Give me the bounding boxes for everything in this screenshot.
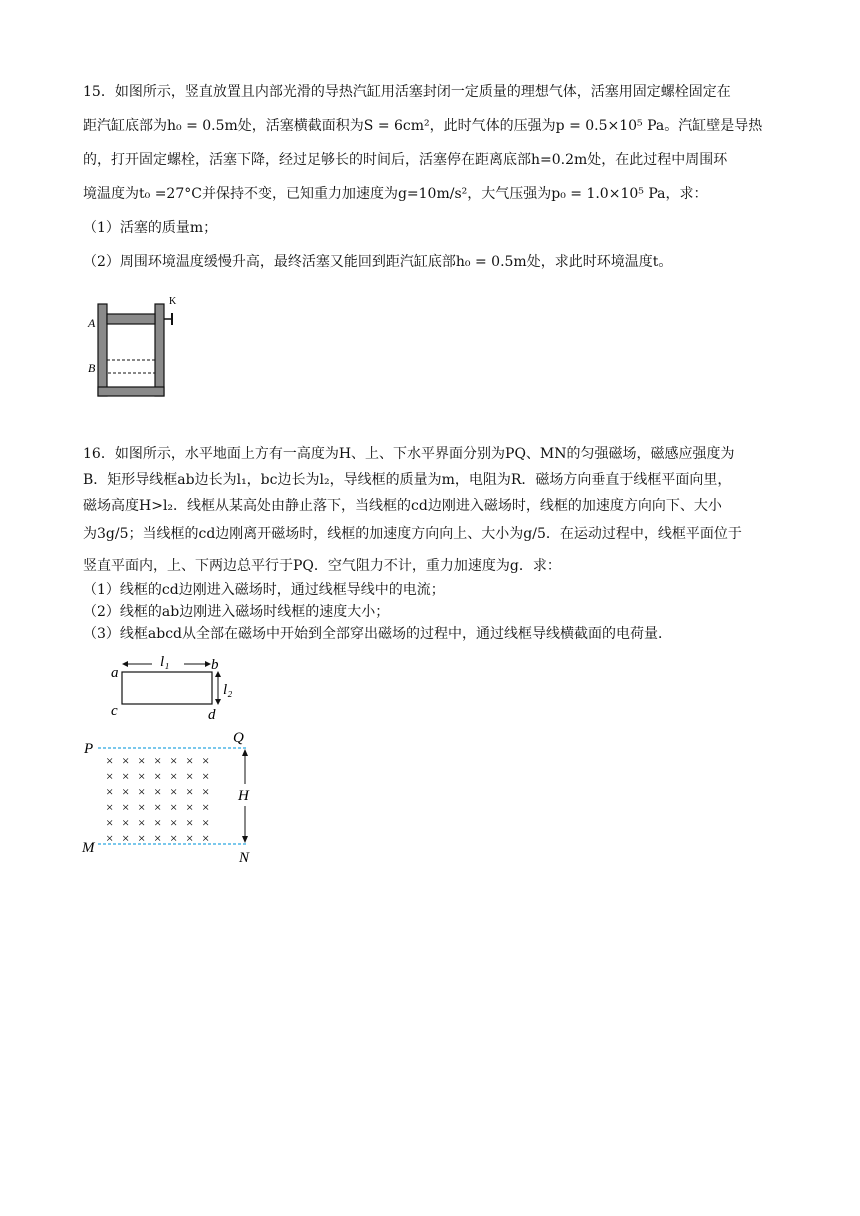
field-cross: × [138, 784, 146, 799]
q15-subquestion-2: （2）周围环境温度缓慢升高，最终活塞又能回到距汽缸底部h₀ = 0.5m处，求此时环境温度t。 [83, 254, 673, 270]
label-m: M [82, 840, 95, 856]
label-a: a [111, 665, 119, 681]
field-cross: × [138, 768, 146, 784]
field-cross: × [186, 830, 194, 846]
field-cross: × [154, 815, 162, 830]
q16-text-line-3: 磁场高度H>l₂．线框从某高处由静止落下，当线框的cd边刚进入磁场时，线框的加速度方向向下、大小 [83, 498, 722, 514]
magnetic-field-crosses [106, 753, 209, 846]
q15-text-line-1: 15．如图所示，竖直放置且内部光滑的导热汽缸用活塞封闭一定质量的理想气体，活塞用固定螺栓固定在 [83, 84, 731, 100]
field-cross: × [122, 830, 130, 846]
h-arrowhead-top [242, 749, 248, 756]
label-c: c [111, 703, 118, 719]
q16-text-line-4: 为3g/5；当线框的cd边刚离开磁场时，线框的加速度方向向上、大小为g/5．在运动过程中，线框平面位于 [83, 526, 742, 542]
q15-cylinder-figure [80, 288, 200, 412]
cylinder-left-wall [98, 304, 107, 396]
field-cross: × [186, 784, 194, 799]
q16-subquestion-3: （3）线框abcd从全部在磁场中开始到全部穿出磁场的过程中，通过线框导线横截面的电荷量． [83, 626, 673, 642]
field-cross: × [186, 815, 194, 830]
field-cross: × [138, 799, 146, 815]
field-cross: × [202, 784, 210, 799]
q15-subquestion-1: （1）活塞的质量m； [83, 220, 218, 236]
field-cross: × [122, 753, 130, 768]
field-cross: × [154, 799, 162, 815]
field-cross: × [122, 784, 130, 799]
q15-text-line-4: 境温度为t₀ =27°C并保持不变，已知重力加速度为g=10m/s²，大气压强为p₀ = 1.0×10⁵ Pa，求： [83, 186, 708, 202]
piston [107, 314, 155, 324]
label-l1: l₁ [160, 654, 170, 670]
q15-text-line-2: 距汽缸底部为h₀ = 0.5m处，活塞横截面积为S = 6cm²，此时气体的压强为p = 0.5×10⁵ Pa。汽缸壁是导热 [83, 118, 763, 134]
label-l2: l₂ [223, 682, 233, 698]
field-cross: × [170, 830, 178, 846]
wire-frame [122, 672, 212, 704]
label-a: A [88, 316, 96, 330]
field-cross: × [154, 784, 162, 799]
field-cross: × [122, 815, 130, 830]
field-cross: × [170, 768, 178, 784]
l1-arrowhead-left [122, 661, 128, 667]
field-cross: × [122, 799, 130, 815]
label-d: d [208, 707, 216, 723]
field-cross: × [170, 784, 178, 799]
field-cross: × [106, 830, 114, 846]
piston-position-b [107, 360, 155, 373]
label-b: B [88, 361, 96, 375]
q16-text-line-1: 16．如图所示，水平地面上方有一高度为H、上、下水平界面分别为PQ、MN的匀强磁场，磁感应强度为 [83, 446, 735, 462]
q16-text-line-2: B．矩形导线框ab边长为l₁，bc边长为l₂，导线框的质量为m，电阻为R．磁场方向垂直于线框平面向里， [83, 472, 732, 488]
label-k: K [169, 296, 177, 307]
field-cross: × [170, 753, 178, 768]
field-cross: × [106, 753, 114, 768]
h-arrowhead-bottom [242, 836, 248, 843]
field-cross: × [186, 799, 194, 815]
field-cross: × [202, 768, 210, 784]
field-cross: × [154, 768, 162, 784]
label-h: H [238, 788, 249, 804]
field-cross: × [138, 830, 146, 846]
field-cross: × [122, 768, 130, 784]
label-p: P [84, 741, 94, 757]
cylinder-bottom [98, 387, 164, 396]
label-q: Q [233, 730, 244, 746]
field-cross: × [106, 784, 114, 799]
field-cross: × [106, 815, 114, 830]
field-cross: × [202, 830, 210, 846]
q16-subquestion-1: （1）线框的cd边刚进入磁场时，通过线框导线中的电流； [83, 582, 445, 598]
field-cross: × [154, 830, 162, 846]
field-cross: × [170, 815, 178, 830]
label-n: N [239, 850, 250, 864]
field-cross: × [106, 799, 114, 815]
field-cross: × [138, 753, 146, 768]
q16-text-line-5: 竖直平面内，上、下两边总平行于PQ．空气阻力不计，重力加速度为g．求： [83, 558, 561, 574]
l2-arrowhead-bottom [215, 699, 221, 705]
field-cross: × [202, 815, 210, 830]
field-cross: × [154, 753, 162, 768]
field-cross: × [170, 799, 178, 815]
field-cross: × [186, 768, 194, 784]
q16-magnetic-field-figure [78, 650, 278, 864]
field-cross: × [202, 799, 210, 815]
cylinder-right-wall [155, 304, 164, 396]
field-cross: × [138, 815, 146, 830]
field-cross: × [106, 768, 114, 784]
q15-text-line-3: 的，打开固定螺栓，活塞下降，经过足够长的时间后，活塞停在距离底部h=0.2m处，在此过程中周围环 [83, 152, 728, 168]
label-b: b [211, 657, 219, 673]
field-cross: × [202, 753, 210, 768]
field-cross: × [186, 753, 194, 768]
q16-subquestion-2: （2）线框的ab边刚进入磁场时线框的速度大小； [83, 604, 390, 620]
